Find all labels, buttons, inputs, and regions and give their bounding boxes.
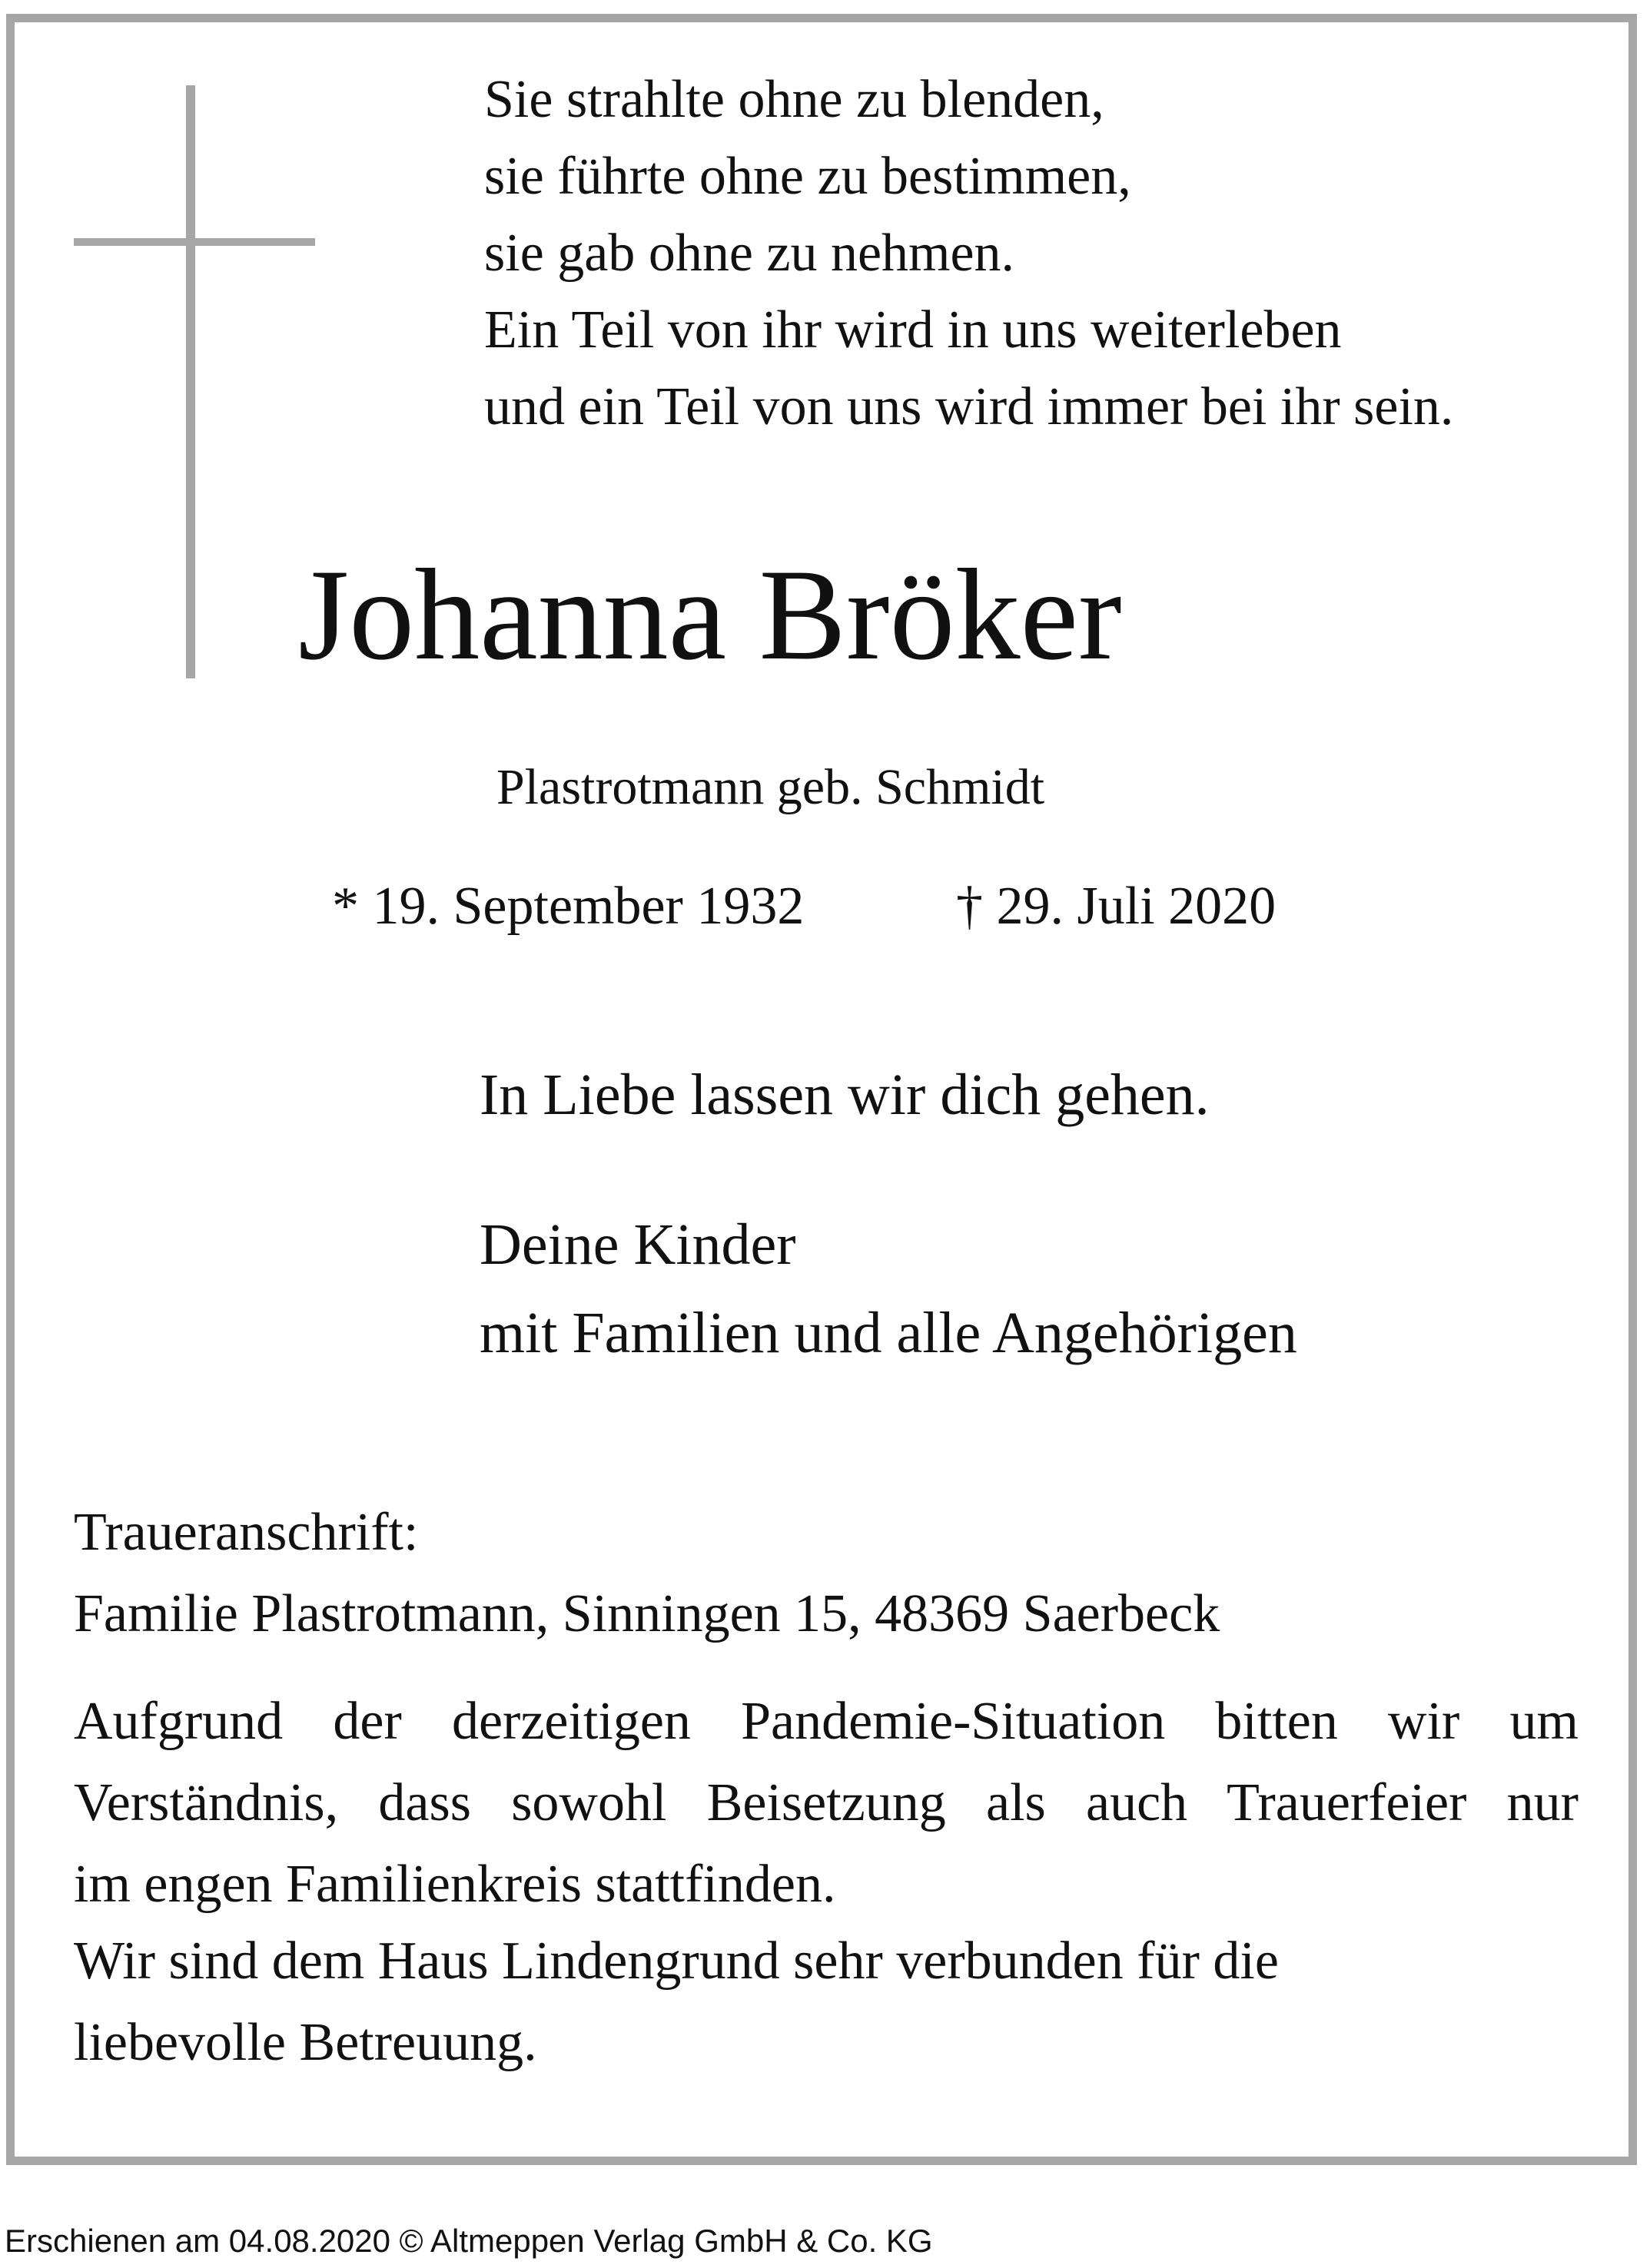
cross-vertical-bar — [186, 85, 195, 678]
pandemic-notice-line: Aufgrund der derzeitigen Pandemie-Situation bitten wir um — [74, 1692, 1579, 1751]
thanks-note — [74, 1921, 1279, 2084]
deceased-name: Johanna Bröker — [298, 542, 1122, 687]
address-line: Familie Plastrotmann, Sinningen 15, 48369 Saerbeck — [74, 1584, 1220, 1643]
mourners-line: Deine Kinder — [480, 1212, 796, 1277]
thanks-line: Wir sind dem Haus Lindengrund sehr verbunden für die — [74, 1931, 1279, 1991]
poem-line: sie führte ohne zu bestimmen, — [484, 147, 1131, 206]
address-label: Traueranschrift: — [74, 1503, 419, 1562]
poem — [484, 61, 1453, 446]
poem-line: und ein Teil von uns wird immer bei ihr sein. — [484, 377, 1454, 436]
birth-date: * 19. September 1932 — [332, 877, 805, 936]
mourners-line: mit Familien und alle Angehörigen — [480, 1301, 1297, 1365]
mourners — [480, 1201, 1297, 1378]
maiden-name: Plastrotmann geb. Schmidt — [496, 759, 1045, 815]
pandemic-notice-line: Verständnis, dass sowohl Beisetzung als auch Trauerfeier nur — [74, 1773, 1579, 1832]
poem-line: Sie strahlte ohne zu blenden, — [484, 70, 1104, 129]
mourning-address — [74, 1492, 1220, 1655]
death-date: † 29. Juli 2020 — [956, 877, 1277, 936]
pandemic-notice-line: im engen Familienkreis stattfinden. — [74, 1855, 836, 1914]
thanks-line: liebevolle Betreuung. — [74, 2013, 537, 2072]
farewell-line: In Liebe lassen wir dich gehen. — [480, 1063, 1210, 1127]
poem-line: Ein Teil von ihr wird in uns weiterleben — [484, 300, 1342, 360]
pandemic-notice — [74, 1681, 1579, 1925]
cross-horizontal-bar — [74, 238, 315, 246]
publication-footer: Erschienen am 04.08.2020 © Altmeppen Verlag GmbH & Co. KG — [5, 2223, 933, 2259]
poem-line: sie gab ohne zu nehmen. — [484, 224, 1015, 283]
